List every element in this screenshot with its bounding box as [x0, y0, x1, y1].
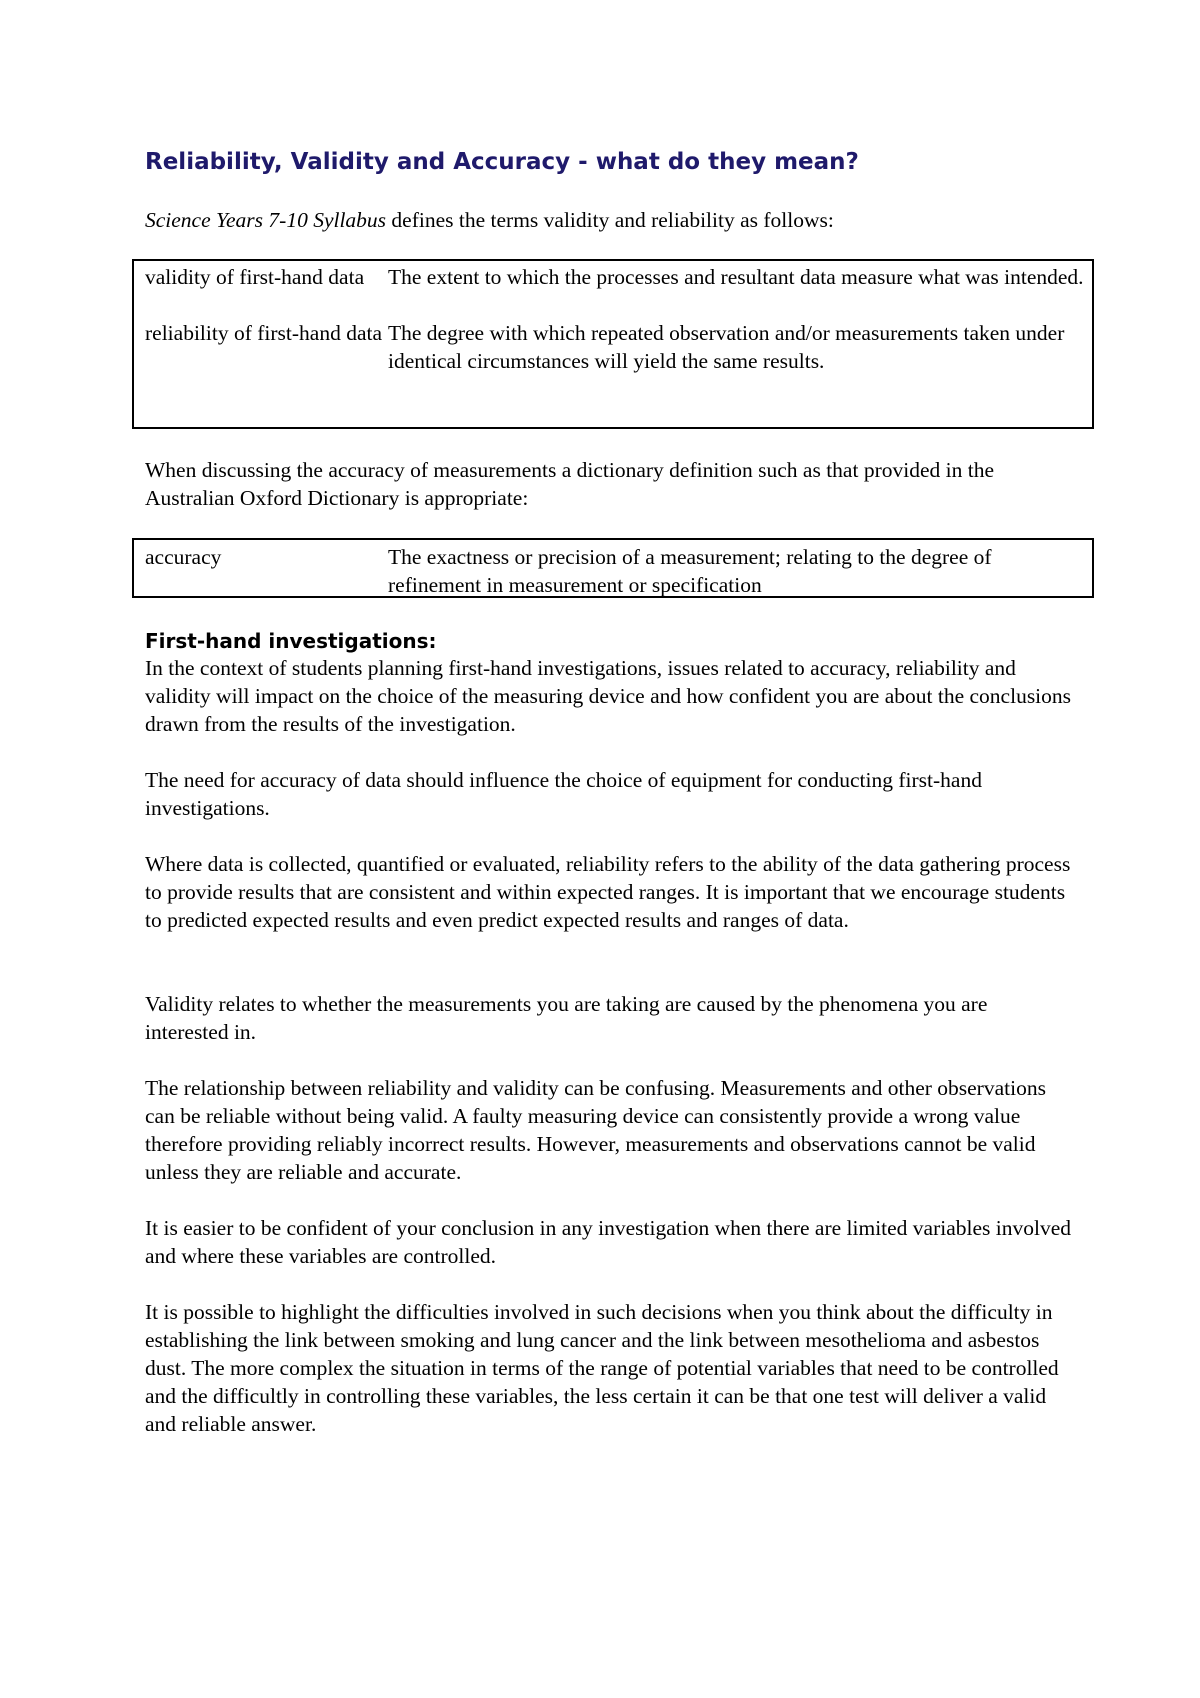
definition-row-validity — [134, 263, 1092, 291]
definition-term: reliability of first-hand data — [145, 321, 383, 345]
body-paragraph: Where data is collected, quantified or evaluated, reliability refers to the ability of the data gathering process to provide results that are consistent and within expected ranges. It is important that we encourage students to predicted expected results and even predict expected results and ranges of data. — [145, 852, 1071, 932]
intro-sentence — [145, 206, 834, 234]
accuracy-intro-paragraph: When discussing the accuracy of measurements a dictionary definition such as that provided in the Australian Oxford Dictionary is appropriate: — [145, 458, 994, 510]
intro-text: defines the terms validity and reliability as follows: — [386, 208, 834, 232]
syllabus-title: Science Years 7-10 Syllabus — [145, 208, 387, 232]
section-heading-first-hand-investigations: First-hand investigations: — [145, 629, 437, 653]
body-paragraph: It is possible to highlight the difficulties involved in such decisions when you think about the difficulty in establishing the link between smoking and lung cancer and the link between mesothelioma and asbestos dust. The more complex the situation in terms of the range of potential variables that need to be controlled and the difficultly in controlling these variables, the less certain it can be that one test will deliver a valid and reliable answer. — [145, 1300, 1059, 1436]
definition-term: accuracy — [145, 545, 222, 569]
body-paragraph: Validity relates to whether the measurements you are taking are caused by the phenomena you are interested in. — [145, 992, 988, 1044]
definition-term: validity of first-hand data — [145, 265, 365, 289]
definition-text: The exactness or precision of a measurement; relating to the degree of refinement in measurement or specification — [388, 545, 992, 597]
body-paragraph: The relationship between reliability and validity can be confusing. Measurements and other observations can be reliable without being valid. A faulty measuring device can consistently provide a wrong value therefore providing reliably incorrect results. However, measurements and observations cannot be valid unless they are reliable and accurate. — [145, 1076, 1046, 1184]
body-paragraph: In the context of students planning first-hand investigations, issues related to accuracy, reliability and validity will impact on the choice of the measuring device and how confident you are about the conclusions drawn from the results of the investigation. — [145, 656, 1072, 736]
definition-text: The extent to which the processes and resultant data measure what was intended. — [388, 265, 1084, 289]
definitions-box-validity-reliability — [132, 259, 1094, 429]
body-paragraph: It is easier to be confident of your conclusion in any investigation when there are limited variables involved and where these variables are controlled. — [145, 1216, 1072, 1268]
document-title: Reliability, Validity and Accuracy - what do they mean? — [145, 149, 859, 175]
definition-row-reliability — [134, 319, 1092, 375]
definitions-box-accuracy — [132, 538, 1094, 598]
body-paragraph: The need for accuracy of data should influence the choice of equipment for conducting first-hand investigations. — [145, 768, 982, 820]
definition-text: The degree with which repeated observation and/or measurements taken under identical circumstances will yield the same results. — [388, 321, 1065, 373]
definition-row-accuracy — [134, 543, 1092, 599]
